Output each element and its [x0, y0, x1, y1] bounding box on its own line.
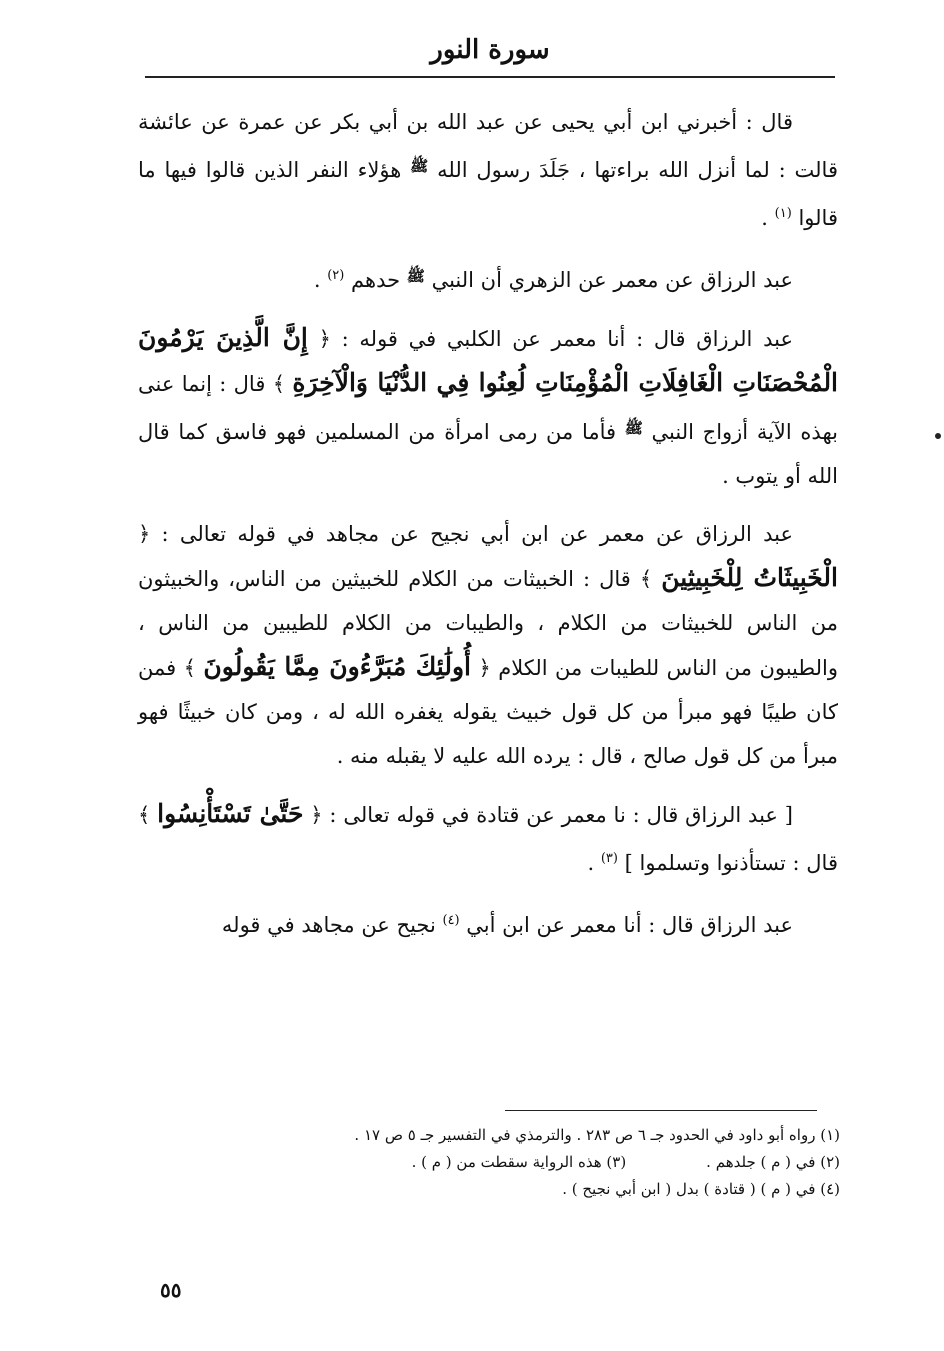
text-segment: عبد الرزاق قال : أنا معمر عن ابن أبي [459, 913, 793, 937]
text-segment: نجيح عن مجاهد في قوله [221, 913, 443, 937]
footnotes [190, 1122, 840, 1203]
quran-verse: إِنَّ الَّذِينَ يَرْمُونَ الْمُحْصَنَاتِ الْغَافِلَاتِ الْمُؤْمِنَاتِ لُعِنُوا فِي الدُّنْيَا وَالْآخِرَةِ [138, 323, 839, 397]
text-segment: . [761, 206, 775, 230]
text-segment: . [587, 851, 601, 875]
paragraph-5 [138, 792, 838, 885]
footnote-3: (٣) هذه الرواية سقطت من ( م ) . [411, 1153, 627, 1171]
footnote-ref[interactable]: (٢) [327, 268, 345, 283]
text-segment: ﴾ قال : الخبيثات من الكلام للخبيثين من الناس، والخبيثون من الناس للخبيثات من الكلام ، والطيبات من الكلام للطيبين من الناس ، والطيبون من الناس للطيبات من الكلام ﴿ [138, 567, 838, 680]
header-divider [145, 76, 835, 78]
quran-verse: حَتَّىٰ تَسْتَأْنِسُوا [157, 799, 304, 828]
footnote-4 [190, 1176, 840, 1203]
paragraph-4 [138, 512, 838, 778]
footnote-ref[interactable]: (٤) [442, 913, 460, 928]
text-segment: فأما من رمى امرأة من المسلمين فهو فاسق كما قال الله أو يتوب . [138, 420, 838, 488]
paragraph-1 [138, 100, 838, 240]
page-title: سورة النور [430, 35, 550, 65]
salawat-glyph: ﷺ [624, 419, 643, 437]
footnote-text: (٤) في ( م ) ( قتادة ) بدل ( ابن أبي نجيح ) . [562, 1180, 840, 1198]
quran-verse: أُولَٰئِكَ مُبَرَّءُونَ مِمَّا يَقُولُونَ [203, 652, 471, 681]
salawat-glyph: ﷺ [410, 157, 429, 175]
footnote-1 [190, 1122, 840, 1149]
text-segment: عبد الرزاق عن معمر عن الزهري أن النبي [424, 268, 793, 292]
paragraph-2 [138, 254, 838, 302]
text-segment: حدهم [344, 268, 407, 292]
text-segment: هؤلاء النفر الذين قالوا فيها ما قالوا [138, 158, 838, 230]
footnote-ref[interactable]: (٣) [600, 851, 618, 866]
text-segment: عبد الرزاق قال : أنا معمر عن الكلبي في قوله : ﴿ [307, 327, 793, 351]
footnote-ref[interactable]: (١) [774, 206, 792, 221]
quran-verse: الْخَبِيثَاتُ لِلْخَبِيثِينَ [661, 563, 838, 592]
text-segment: ﴾ قال : تستأذنوا وتسلموا ] [138, 803, 838, 875]
text-segment: . [313, 268, 328, 292]
footnote-text: (١) رواه أبو داود في الحدود جـ ٦ ص ٢٨٣ . والترمذي في التفسير جـ ٥ ص ١٧ . [354, 1126, 840, 1144]
page-number: ٥٥ [160, 1278, 182, 1302]
text-segment: ﴾ قال : إنما عنى بهذه الآية أزواج النبي [138, 372, 838, 444]
paragraph-3 [138, 316, 838, 498]
text-segment: عبد الرزاق عن معمر عن ابن أبي نجيح عن مجاهد في قوله تعالى : ﴿ [138, 522, 793, 546]
paragraph-6 [138, 899, 838, 947]
margin-mark [935, 433, 941, 439]
footnote-divider [505, 1110, 817, 1111]
salawat-glyph: ﷺ [406, 267, 425, 285]
running-header [145, 30, 835, 76]
text-segment: ﴾ فمن كان طيبًا فهو مبرأ من كل قول خبيث يقوله يغفره الله له ، ومن كان خبيثًا فهو مبرأ من كل قول صالح ، قال : يرده الله عليه لا يقبله منه . [138, 656, 838, 768]
text-segment: [ عبد الرزاق قال : نا معمر عن قتادة في قوله تعالى : ﴿ [303, 803, 793, 827]
footnote-2: (٢) في ( م ) جلدهم . [706, 1153, 840, 1171]
text-segment: قال : أخبرني ابن أبي يحيى عن عبد الله بن أبي بكر عن عمرة عن عائشة قالت : لما أنزل الله براءتها ، جَلَدَ رسول الله [138, 110, 838, 182]
footnote-row-2-3 [190, 1149, 840, 1176]
main-text [138, 100, 838, 961]
